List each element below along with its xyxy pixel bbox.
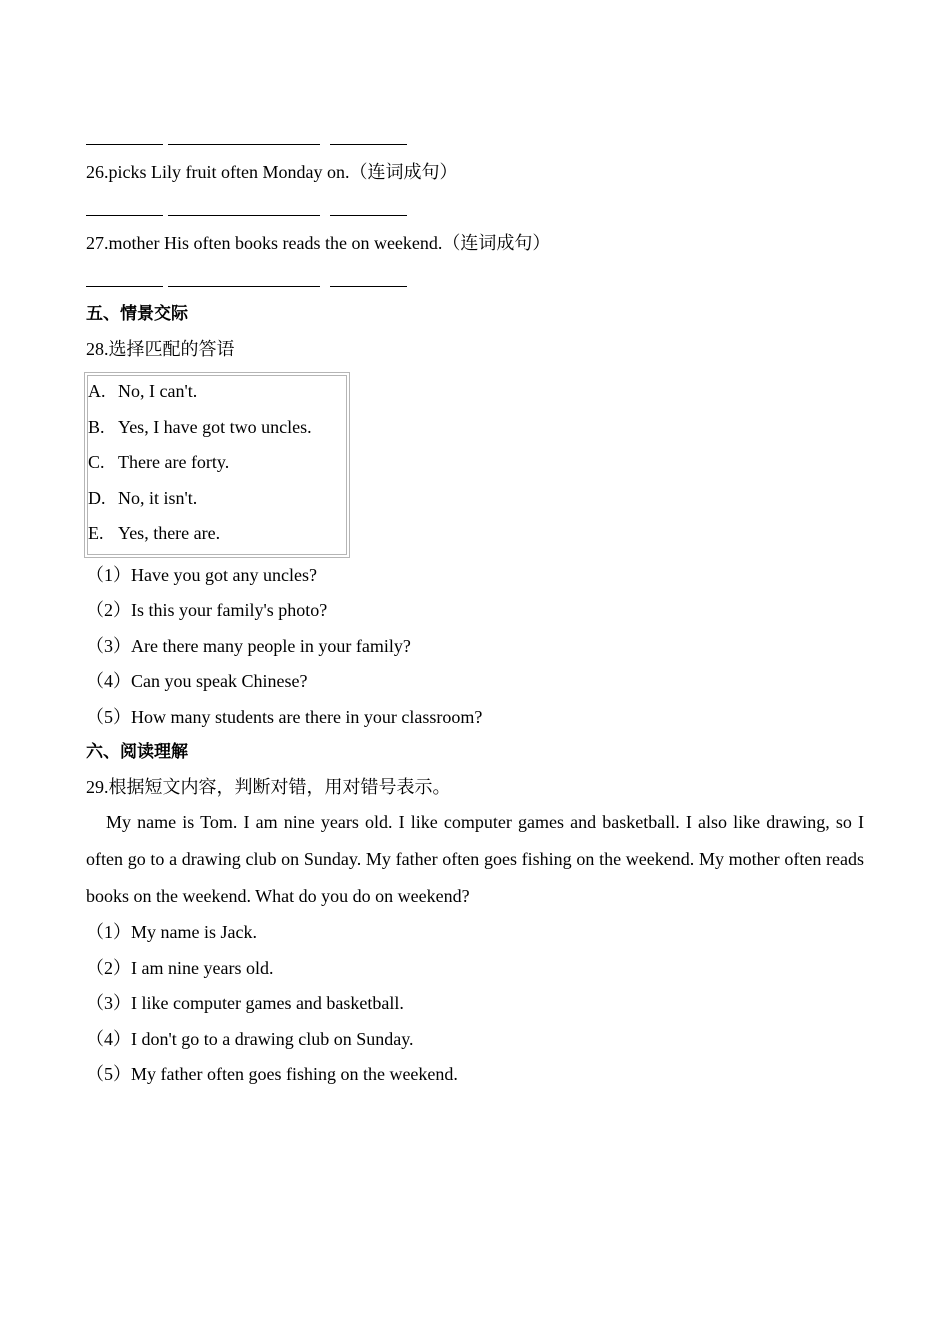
question-28-item-2: （2）Is this your family's photo? — [86, 600, 328, 620]
question-28-item-3: （3）Are there many people in your family? — [86, 636, 411, 656]
question-28-item-4: （4）Can you speak Chinese? — [86, 671, 308, 691]
option-letter: A. — [88, 381, 106, 401]
option-letter: B. — [88, 417, 105, 437]
option-c — [88, 450, 229, 474]
answer-blank[interactable] — [168, 215, 320, 216]
answer-blank[interactable] — [330, 215, 407, 216]
statement-4: （4）I don't go to a drawing club on Sunday. — [86, 1029, 414, 1049]
answer-blank[interactable] — [330, 286, 407, 287]
option-a — [88, 379, 197, 403]
question-28-prompt: 28.选择匹配的答语 — [86, 339, 235, 359]
option-text: Yes, I have got two uncles. — [118, 417, 312, 437]
option-e — [88, 521, 220, 545]
answer-blank[interactable] — [86, 215, 163, 216]
answer-options-box — [84, 372, 350, 558]
option-d — [88, 486, 197, 510]
question-28-item-1: （1）Have you got any uncles? — [86, 565, 317, 585]
question-26: 26.picks Lily fruit often Monday on.（连词成句） — [86, 162, 458, 182]
statement-2: （2）I am nine years old. — [86, 958, 274, 978]
question-28-item-5: （5）How many students are there in your classroom? — [86, 707, 483, 727]
statement-1: （1）My name is Jack. — [86, 922, 257, 942]
answer-blank[interactable] — [86, 286, 163, 287]
statement-3: （3）I like computer games and basketball. — [86, 993, 404, 1013]
option-text: No, I can't. — [118, 381, 198, 401]
option-letter: C. — [88, 452, 105, 472]
option-text: Yes, there are. — [118, 523, 221, 543]
answer-blank[interactable] — [330, 144, 407, 145]
answer-blank[interactable] — [168, 286, 320, 287]
question-27: 27.mother His often books reads the on weekend.（连词成句） — [86, 233, 551, 253]
option-b — [88, 415, 312, 439]
section-heading-6: 六、阅读理解 — [86, 742, 188, 762]
question-29-prompt: 29.根据短文内容，判断对错，用对错号表示。 — [86, 777, 451, 797]
answer-blank[interactable] — [168, 144, 320, 145]
option-text: No, it isn't. — [118, 488, 198, 508]
statement-5: （5）My father often goes fishing on the weekend. — [86, 1064, 458, 1084]
reading-passage: My name is Tom. I am nine years old. I like computer games and basketball. I also like drawing, so I often go to a drawing club on Sunday. My father often goes fishing on the weekend. My mother often reads books on the weekend. What do you do on weekend? — [86, 812, 864, 906]
option-text: There are forty. — [118, 452, 230, 472]
option-letter: D. — [88, 488, 106, 508]
option-letter: E. — [88, 523, 104, 543]
section-heading-5: 五、情景交际 — [86, 304, 188, 324]
answer-blank[interactable] — [86, 144, 163, 145]
